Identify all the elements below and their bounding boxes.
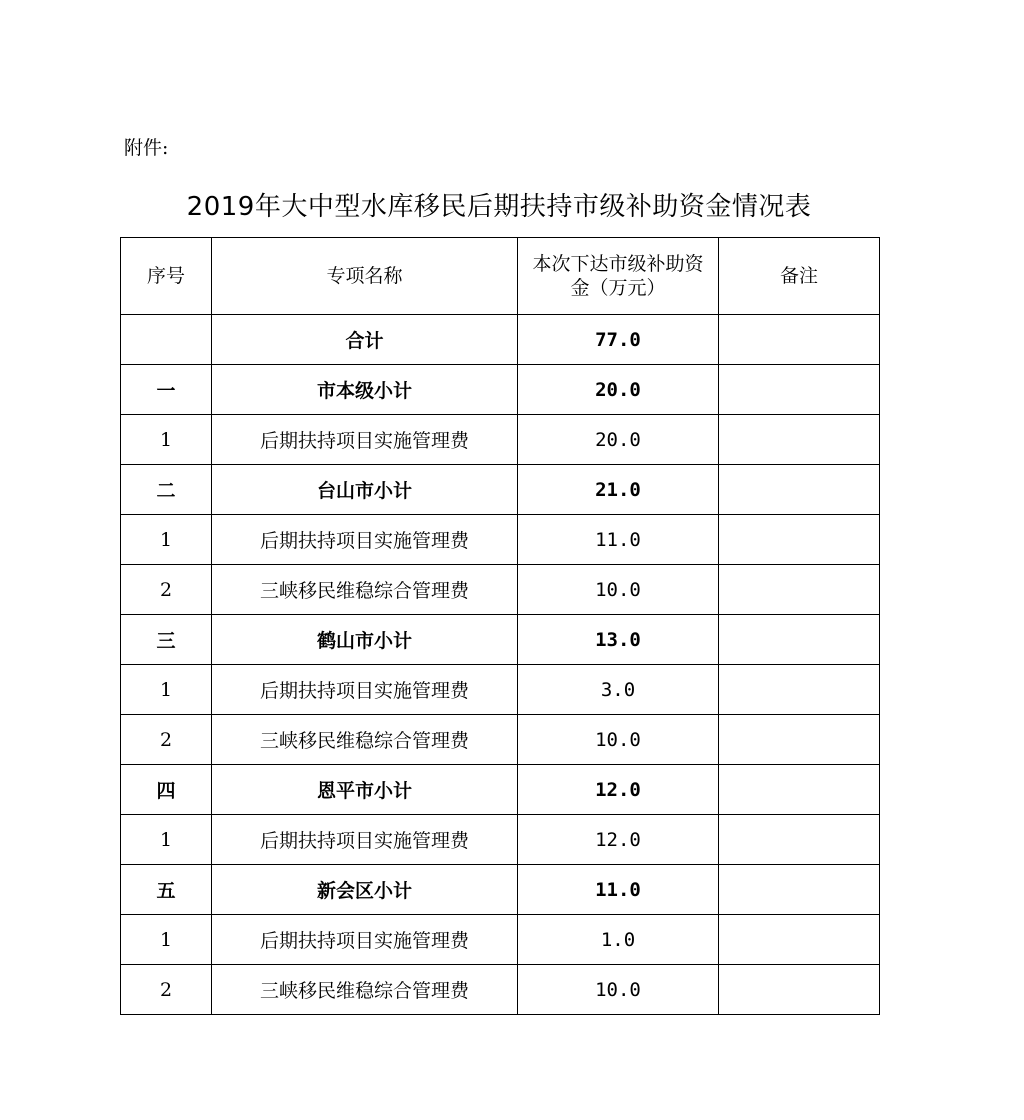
- subtotal-row: [121, 365, 880, 415]
- row-name-cell: 三峡移民维稳综合管理费: [212, 715, 518, 765]
- table-row: [121, 665, 880, 715]
- row-name-cell: 恩平市小计: [212, 765, 518, 815]
- row-amount-cell: 3.0: [518, 665, 719, 715]
- table-row: [121, 965, 880, 1015]
- row-seq-cell: 五: [121, 865, 212, 915]
- row-remark-cell: [719, 615, 880, 665]
- row-amount-cell: 10.0: [518, 565, 719, 615]
- row-seq-cell: 2: [121, 715, 212, 765]
- row-seq-cell: 2: [121, 965, 212, 1015]
- row-amount-cell: 1.0: [518, 915, 719, 965]
- row-name-cell: 三峡移民维稳综合管理费: [212, 965, 518, 1015]
- subtotal-row: [121, 765, 880, 815]
- row-amount-cell: 21.0: [518, 465, 719, 515]
- header-seq: 序号: [121, 238, 212, 315]
- row-seq-cell: 四: [121, 765, 212, 815]
- row-amount-cell: 77.0: [518, 315, 719, 365]
- row-amount-cell: 12.0: [518, 765, 719, 815]
- table-row: [121, 915, 880, 965]
- row-name-cell: 后期扶持项目实施管理费: [212, 815, 518, 865]
- table-row: [121, 515, 880, 565]
- row-amount-cell: 20.0: [518, 365, 719, 415]
- row-name-cell: 三峡移民维稳综合管理费: [212, 565, 518, 615]
- row-remark-cell: [719, 815, 880, 865]
- row-remark-cell: [719, 415, 880, 465]
- row-remark-cell: [719, 515, 880, 565]
- funding-table: [120, 237, 880, 1015]
- row-seq-cell: 1: [121, 665, 212, 715]
- header-remark: 备注: [719, 238, 880, 315]
- row-name-cell: 后期扶持项目实施管理费: [212, 915, 518, 965]
- row-name-cell: 台山市小计: [212, 465, 518, 515]
- table-row: [121, 715, 880, 765]
- row-seq-cell: 1: [121, 515, 212, 565]
- subtotal-row: [121, 615, 880, 665]
- row-seq-cell: 1: [121, 915, 212, 965]
- table-row: [121, 815, 880, 865]
- row-amount-cell: 13.0: [518, 615, 719, 665]
- document-title: 2019年大中型水库移民后期扶持市级补助资金情况表: [186, 192, 812, 222]
- row-amount-cell: 11.0: [518, 515, 719, 565]
- row-amount-cell: 10.0: [518, 715, 719, 765]
- header-name: 专项名称: [212, 238, 518, 315]
- attachment-label: 附件:: [124, 137, 169, 159]
- row-remark-cell: [719, 365, 880, 415]
- header-amount: 本次下达市级补助资金（万元）: [518, 238, 719, 315]
- row-amount-cell: 11.0: [518, 865, 719, 915]
- subtotal-row: [121, 465, 880, 515]
- row-remark-cell: [719, 665, 880, 715]
- row-remark-cell: [719, 565, 880, 615]
- row-seq-cell: 二: [121, 465, 212, 515]
- table-row: [121, 415, 880, 465]
- row-remark-cell: [719, 765, 880, 815]
- row-seq-cell: [121, 315, 212, 365]
- row-amount-cell: 20.0: [518, 415, 719, 465]
- row-seq-cell: 一: [121, 365, 212, 415]
- row-seq-cell: 2: [121, 565, 212, 615]
- row-remark-cell: [719, 715, 880, 765]
- row-remark-cell: [719, 465, 880, 515]
- row-amount-cell: 10.0: [518, 965, 719, 1015]
- table-header-row: [121, 238, 880, 315]
- row-amount-cell: 12.0: [518, 815, 719, 865]
- row-name-cell: 合计: [212, 315, 518, 365]
- row-seq-cell: 1: [121, 815, 212, 865]
- row-name-cell: 后期扶持项目实施管理费: [212, 515, 518, 565]
- subtotal-row: [121, 865, 880, 915]
- row-seq-cell: 三: [121, 615, 212, 665]
- row-name-cell: 新会区小计: [212, 865, 518, 915]
- row-name-cell: 鹤山市小计: [212, 615, 518, 665]
- row-seq-cell: 1: [121, 415, 212, 465]
- row-name-cell: 后期扶持项目实施管理费: [212, 415, 518, 465]
- row-name-cell: 后期扶持项目实施管理费: [212, 665, 518, 715]
- row-name-cell: 市本级小计: [212, 365, 518, 415]
- table-row: [121, 565, 880, 615]
- row-remark-cell: [719, 315, 880, 365]
- row-remark-cell: [719, 915, 880, 965]
- row-remark-cell: [719, 965, 880, 1015]
- subtotal-row: [121, 315, 880, 365]
- row-remark-cell: [719, 865, 880, 915]
